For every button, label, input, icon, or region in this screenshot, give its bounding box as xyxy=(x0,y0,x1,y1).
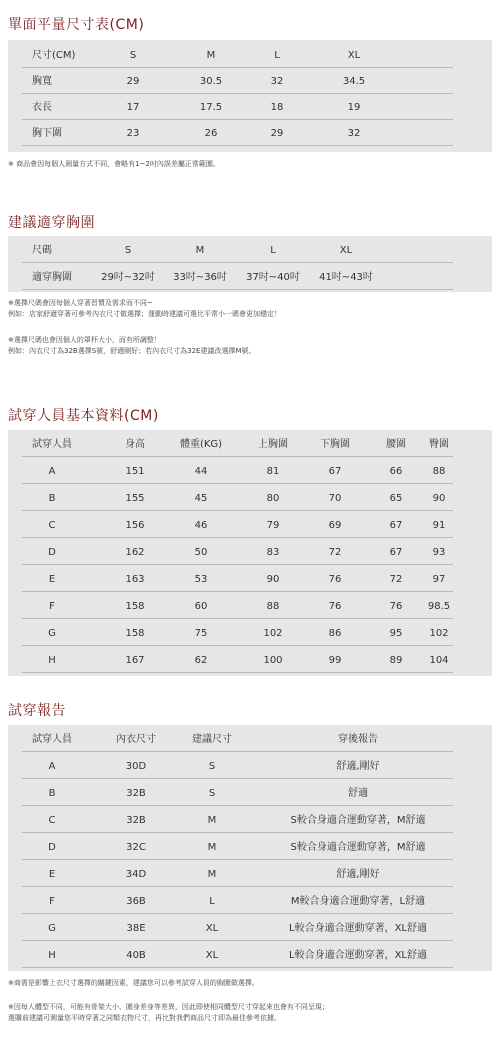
model-chart-cell: 76 xyxy=(389,601,403,612)
report-chart-header: 穿後報告 xyxy=(338,734,378,745)
size-chart-cell: 衣長 xyxy=(32,102,52,113)
table-row xyxy=(22,514,453,538)
size-chart-cell: 18 xyxy=(270,102,284,113)
model-chart-cell: G xyxy=(48,628,56,639)
report-chart-cell: 40B xyxy=(126,950,146,961)
table-row xyxy=(22,70,453,94)
report-chart-cell: S xyxy=(208,788,216,799)
report-chart-cell: 舒適,剛好 xyxy=(336,761,380,772)
bust-chart-header: L xyxy=(270,245,276,256)
bust-chart-cell: 37吋~40吋 xyxy=(246,272,300,283)
table-row xyxy=(22,460,453,484)
model-chart-cell: 155 xyxy=(125,493,145,504)
model-chart-cell: 62 xyxy=(194,655,208,666)
model-chart-cell: 79 xyxy=(266,520,280,531)
model-chart-cell: E xyxy=(48,574,56,585)
report-chart-title: 試穿報告 xyxy=(8,703,66,719)
report-chart-cell: L xyxy=(209,896,215,907)
report-chart-cell: 30D xyxy=(125,761,147,772)
report-chart-header: 內衣尺寸 xyxy=(116,734,156,745)
size-chart-cell: 17 xyxy=(126,102,140,113)
model-chart-cell: D xyxy=(48,547,56,558)
bust-chart-cell: 41吋~43吋 xyxy=(319,272,373,283)
table-row xyxy=(22,890,453,914)
report-chart-header: 試穿人員 xyxy=(32,734,72,745)
report-chart-cell: E xyxy=(48,869,56,880)
model-chart-panel xyxy=(8,430,492,676)
model-chart-cell: 156 xyxy=(125,520,145,531)
report-chart-cell: 32B xyxy=(126,815,146,826)
report-chart-note: ※商需是影響上衣尺寸選擇的關鍵因素，建議您可以參考試穿人員的胸圍做選擇。 xyxy=(8,979,259,987)
model-chart-cell: 88 xyxy=(432,466,446,477)
report-chart-cell: F xyxy=(49,896,55,907)
model-chart-cell: 76 xyxy=(328,601,342,612)
model-chart-cell: 70 xyxy=(328,493,342,504)
model-chart-cell: 72 xyxy=(328,547,342,558)
report-chart-cell: D xyxy=(48,842,56,853)
size-chart-cell: 胸下圍 xyxy=(32,128,62,139)
report-chart-cell: S較合身適合運動穿著，M舒適 xyxy=(290,815,426,826)
report-chart-note: ※因每人體型不同，可能有骨架大小、圍身差身等差異，因此即使相同體型尺寸穿起來也會有不同呈現； xyxy=(8,1003,329,1011)
report-chart-cell: 34D xyxy=(125,869,147,880)
report-chart-cell: G xyxy=(48,923,56,934)
bust-chart-panel xyxy=(8,236,492,292)
model-chart-cell: 45 xyxy=(194,493,208,504)
model-chart-cell: 50 xyxy=(194,547,208,558)
size-chart-panel xyxy=(8,40,492,152)
table-row xyxy=(22,122,453,146)
model-chart-header: 上胸圍 xyxy=(258,439,288,450)
model-chart-cell: 76 xyxy=(328,574,342,585)
model-chart-cell: 104 xyxy=(429,655,449,666)
model-chart-header: 體重(KG) xyxy=(179,439,223,450)
model-chart-cell: 158 xyxy=(125,628,145,639)
report-chart-cell: A xyxy=(48,761,56,772)
report-chart-cell: S較合身適合運動穿著，M舒適 xyxy=(290,842,426,853)
table-row xyxy=(22,809,453,833)
report-chart-cell: 32B xyxy=(126,788,146,799)
model-chart-cell: 151 xyxy=(125,466,145,477)
model-chart-cell: 163 xyxy=(125,574,145,585)
report-chart-cell: XL xyxy=(205,950,219,961)
model-chart-cell: 65 xyxy=(389,493,403,504)
model-chart-cell: 99 xyxy=(328,655,342,666)
report-chart-cell: M xyxy=(207,869,217,880)
size-chart-header-row xyxy=(22,44,453,68)
table-row xyxy=(22,863,453,887)
model-chart-cell: 102 xyxy=(429,628,449,639)
report-chart-cell: M較合身適合運動穿著，L舒適 xyxy=(290,896,426,907)
model-chart-cell: 89 xyxy=(389,655,403,666)
model-chart-cell: 86 xyxy=(328,628,342,639)
model-chart-cell: 88 xyxy=(266,601,280,612)
report-chart-cell: B xyxy=(48,788,56,799)
model-chart-cell: 90 xyxy=(266,574,280,585)
report-chart-cell: H xyxy=(48,950,56,961)
size-chart-header: M xyxy=(206,50,216,61)
model-chart-cell: F xyxy=(49,601,55,612)
model-chart-cell: 66 xyxy=(389,466,403,477)
model-chart-cell: 67 xyxy=(389,547,403,558)
model-chart-cell: 162 xyxy=(125,547,145,558)
table-row xyxy=(22,266,453,290)
size-chart-cell: 23 xyxy=(126,128,140,139)
report-chart-note: 選購前建議可測量您平時穿著之同類衣物尺寸，再比對我們商品尺寸即為最佳參考依據。 xyxy=(8,1014,281,1022)
model-chart-cell: 60 xyxy=(194,601,208,612)
model-chart-header: 臀圍 xyxy=(429,439,449,450)
model-chart-cell: C xyxy=(48,520,56,531)
model-chart-cell: 90 xyxy=(432,493,446,504)
model-chart-cell: 83 xyxy=(266,547,280,558)
model-chart-header: 下胸圍 xyxy=(320,439,350,450)
bust-chart-header: XL xyxy=(339,245,353,256)
table-row xyxy=(22,487,453,511)
report-chart-cell: 舒適,剛好 xyxy=(336,869,380,880)
report-chart-cell: XL xyxy=(205,923,219,934)
model-chart-cell: 67 xyxy=(328,466,342,477)
model-chart-cell: B xyxy=(48,493,56,504)
model-chart-header: 試穿人員 xyxy=(32,439,72,450)
model-chart-cell: 72 xyxy=(389,574,403,585)
size-chart-cell: 胸寬 xyxy=(32,76,52,87)
size-chart-cell: 34.5 xyxy=(342,76,366,87)
size-chart-header: XL xyxy=(347,50,361,61)
table-row xyxy=(22,944,453,968)
model-chart-cell: 93 xyxy=(432,547,446,558)
table-row xyxy=(22,622,453,646)
report-chart-panel xyxy=(8,725,492,971)
model-chart-cell: 95 xyxy=(389,628,403,639)
model-chart-cell: 69 xyxy=(328,520,342,531)
size-chart-header: S xyxy=(129,50,137,61)
table-row xyxy=(22,568,453,592)
model-chart-cell: 91 xyxy=(432,520,446,531)
model-chart-cell: 46 xyxy=(194,520,208,531)
table-row xyxy=(22,595,453,619)
report-chart-cell: M xyxy=(207,842,217,853)
model-chart-cell: H xyxy=(48,655,56,666)
bust-chart-note: 例如：內衣尺寸為32B選擇S號，舒適剛好；若內衣尺寸為32E建議改選擇M號。 xyxy=(8,347,256,355)
bust-chart-header: M xyxy=(195,245,205,256)
table-row xyxy=(22,96,453,120)
report-chart-cell: C xyxy=(48,815,56,826)
model-chart-cell: 158 xyxy=(125,601,145,612)
table-row xyxy=(22,917,453,941)
report-chart-cell: 舒適 xyxy=(348,788,368,799)
report-chart-cell: 32C xyxy=(126,842,146,853)
report-chart-cell: M xyxy=(207,815,217,826)
size-chart-header: L xyxy=(274,50,280,61)
table-row xyxy=(22,782,453,806)
bust-chart-header: 尺碼 xyxy=(32,245,52,256)
model-chart-title: 試穿人員基本資料(CM) xyxy=(8,408,159,424)
table-row xyxy=(22,649,453,673)
bust-chart-note: ※選擇尺碼也會因個人的罩杯大小，而有所調整！ xyxy=(8,336,161,344)
report-chart-cell: L較合身適合運動穿著，XL舒適 xyxy=(289,923,427,934)
model-chart-cell: 67 xyxy=(389,520,403,531)
report-chart-cell: 38E xyxy=(126,923,146,934)
report-chart-header-row xyxy=(22,728,453,752)
bust-chart-title: 建議適穿胸圍 xyxy=(8,215,95,231)
report-chart-cell: 36B xyxy=(126,896,146,907)
report-chart-header: 建議尺寸 xyxy=(192,734,232,745)
bust-chart-header-row xyxy=(22,239,453,263)
bust-chart-cell: 33吋~36吋 xyxy=(173,272,227,283)
report-chart-cell: L較合身適合運動穿著，XL舒適 xyxy=(289,950,427,961)
size-chart-cell: 32 xyxy=(270,76,284,87)
model-chart-header: 腰圍 xyxy=(386,439,406,450)
size-chart-cell: 30.5 xyxy=(199,76,223,87)
report-chart-cell: S xyxy=(208,761,216,772)
bust-chart-header: S xyxy=(124,245,132,256)
size-chart-note: ※ 商品會因每個人測量方式不同，會略有1~2吋內誤差屬正常範圍。 xyxy=(8,160,220,168)
model-chart-header: 身高 xyxy=(125,439,145,450)
table-row xyxy=(22,541,453,565)
model-chart-cell: 80 xyxy=(266,493,280,504)
bust-chart-cell: 適穿胸圍 xyxy=(32,272,72,283)
model-chart-header-row xyxy=(22,433,453,457)
model-chart-cell: 81 xyxy=(266,466,280,477)
model-chart-cell: 167 xyxy=(125,655,145,666)
model-chart-cell: 100 xyxy=(263,655,283,666)
model-chart-cell: 53 xyxy=(194,574,208,585)
size-chart-header: 尺寸(CM) xyxy=(32,50,76,61)
size-chart-cell: 17.5 xyxy=(199,102,223,113)
model-chart-cell: 44 xyxy=(194,466,208,477)
size-chart-cell: 29 xyxy=(126,76,140,87)
model-chart-cell: A xyxy=(48,466,56,477)
model-chart-cell: 97 xyxy=(432,574,446,585)
size-chart-cell: 19 xyxy=(347,102,361,113)
table-row xyxy=(22,836,453,860)
model-chart-cell: 75 xyxy=(194,628,208,639)
table-row xyxy=(22,755,453,779)
size-chart-title: 單面平量尺寸表(CM) xyxy=(8,17,145,33)
bust-chart-note: 例如：店家舒適穿著可參考內衣尺寸做選擇；運動時建議可選比平常小一碼會更加穩定！ xyxy=(8,310,281,318)
size-chart-cell: 26 xyxy=(204,128,218,139)
model-chart-cell: 102 xyxy=(263,628,283,639)
model-chart-cell: 98.5 xyxy=(427,601,451,612)
size-chart-cell: 29 xyxy=(270,128,284,139)
bust-chart-note: ※選擇尺碼會因每個人穿著習慣及需求而不同~ xyxy=(8,299,153,307)
size-chart-cell: 32 xyxy=(347,128,361,139)
bust-chart-cell: 29吋~32吋 xyxy=(101,272,155,283)
